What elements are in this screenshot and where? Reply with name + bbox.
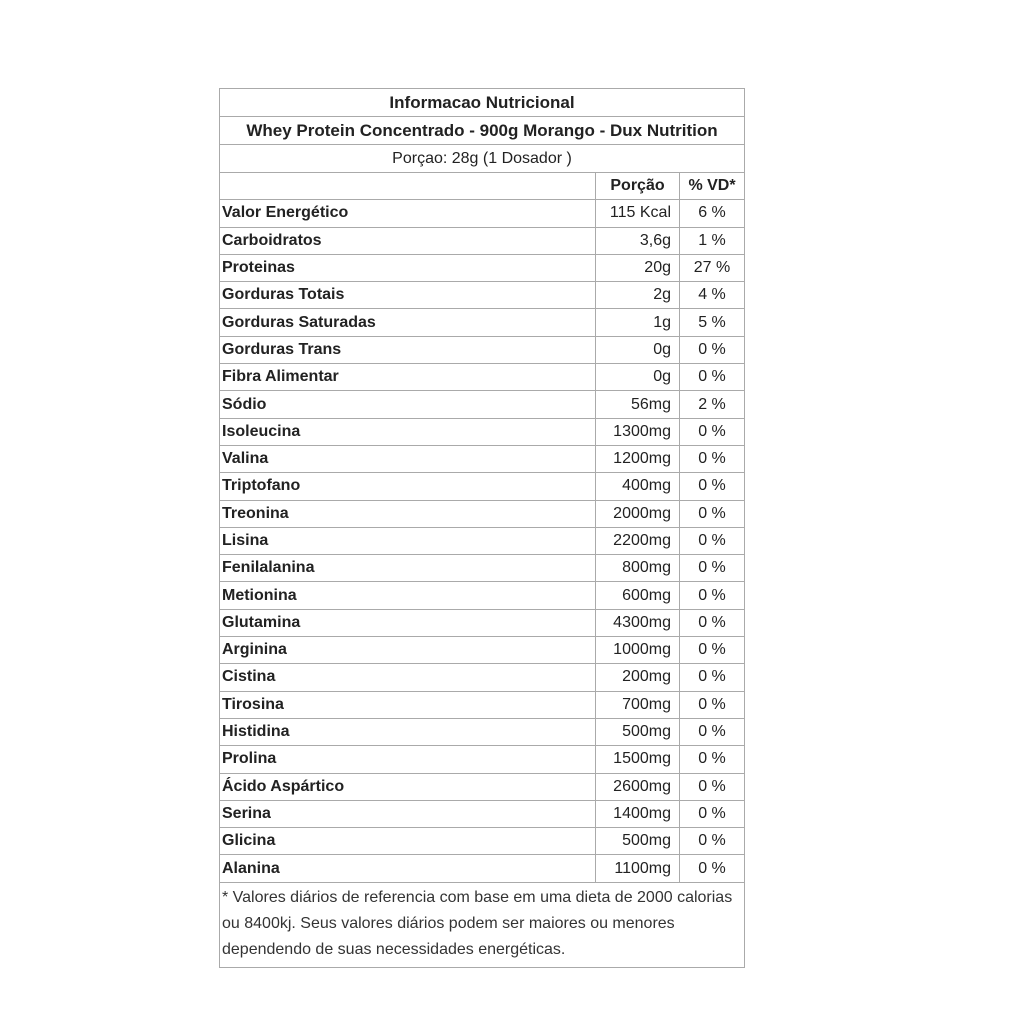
nutrient-portion: 500mg <box>596 828 680 854</box>
nutrient-vd: 0 % <box>698 777 726 795</box>
nutrient-name: Treonina <box>220 501 596 527</box>
table-row <box>220 637 744 664</box>
nutrient-portion: 20g <box>596 255 680 281</box>
table-row <box>220 337 744 364</box>
nutrient-portion: 56mg <box>596 391 680 417</box>
table-row <box>220 692 744 719</box>
nutrient-portion: 1200mg <box>596 446 680 472</box>
nutrient-vd: 0 % <box>698 641 726 659</box>
nutrient-name: Valor Energético <box>220 200 596 226</box>
table-row <box>220 255 744 282</box>
nutrient-name: Glicina <box>220 828 596 854</box>
nutrient-vd: 0 % <box>698 340 726 358</box>
nutrient-vd: 0 % <box>698 804 726 822</box>
nutrient-portion: 700mg <box>596 692 680 718</box>
table-row <box>220 828 744 855</box>
nutrient-rows <box>220 200 744 882</box>
table-row <box>220 610 744 637</box>
nutrient-name: Carboidratos <box>220 228 596 254</box>
nutrient-name: Gorduras Trans <box>220 337 596 363</box>
table-row <box>220 746 744 773</box>
nutrient-name: Gorduras Totais <box>220 282 596 308</box>
serving-size: Porçao: 28g (1 Dosador ) <box>220 145 744 173</box>
header-portion: Porção <box>596 173 680 199</box>
nutrient-portion: 1100mg <box>596 855 680 881</box>
nutrient-vd: 0 % <box>698 668 726 686</box>
table-row <box>220 855 744 882</box>
nutrient-name: Triptofano <box>220 473 596 499</box>
nutrient-name: Fibra Alimentar <box>220 364 596 390</box>
nutrient-portion: 500mg <box>596 719 680 745</box>
nutrient-vd: 4 % <box>698 286 726 304</box>
table-row <box>220 419 744 446</box>
nutrient-name: Ácido Aspártico <box>220 774 596 800</box>
nutrient-name: Isoleucina <box>220 419 596 445</box>
table-row <box>220 555 744 582</box>
nutrient-portion: 115 Kcal <box>596 200 680 226</box>
nutrient-portion: 1500mg <box>596 746 680 772</box>
nutrient-portion: 200mg <box>596 664 680 690</box>
nutrient-portion: 2200mg <box>596 528 680 554</box>
nutrient-portion: 0g <box>596 337 680 363</box>
table-row <box>220 228 744 255</box>
nutrient-portion: 4300mg <box>596 610 680 636</box>
nutrient-vd: 0 % <box>698 723 726 741</box>
nutrient-vd: 0 % <box>698 477 726 495</box>
table-row <box>220 446 744 473</box>
nutrient-vd: 2 % <box>698 395 726 413</box>
nutrient-vd: 1 % <box>698 231 726 249</box>
nutrient-portion: 0g <box>596 364 680 390</box>
nutrient-vd: 0 % <box>698 368 726 386</box>
nutrient-vd: 0 % <box>698 832 726 850</box>
nutrient-vd: 0 % <box>698 695 726 713</box>
nutrient-vd: 0 % <box>698 450 726 468</box>
nutrition-facts-table <box>219 88 745 968</box>
nutrient-name: Histidina <box>220 719 596 745</box>
nutrient-portion: 400mg <box>596 473 680 499</box>
nutrient-portion: 800mg <box>596 555 680 581</box>
nutrient-portion: 600mg <box>596 582 680 608</box>
nutrient-name: Fenilalanina <box>220 555 596 581</box>
nutrient-portion: 1300mg <box>596 419 680 445</box>
product-name: Whey Protein Concentrado - 900g Morango - Dux Nutrition <box>220 117 744 145</box>
nutrient-portion: 1g <box>596 309 680 335</box>
table-row <box>220 501 744 528</box>
nutrient-portion: 1000mg <box>596 637 680 663</box>
table-row <box>220 282 744 309</box>
table-row <box>220 364 744 391</box>
nutrient-vd: 0 % <box>698 750 726 768</box>
nutrient-name: Gorduras Saturadas <box>220 309 596 335</box>
nutrient-name: Arginina <box>220 637 596 663</box>
nutrient-name: Tirosina <box>220 692 596 718</box>
nutrient-portion: 2600mg <box>596 774 680 800</box>
nutrient-vd: 0 % <box>698 559 726 577</box>
nutrient-vd: 5 % <box>698 313 726 331</box>
nutrient-name: Glutamina <box>220 610 596 636</box>
nutrient-name: Alanina <box>220 855 596 881</box>
nutrient-vd: 6 % <box>698 204 726 222</box>
header-vd: % VD* <box>688 177 736 195</box>
nutrient-name: Lisina <box>220 528 596 554</box>
nutrient-name: Proteinas <box>220 255 596 281</box>
header-name <box>220 173 596 199</box>
nutrient-vd: 0 % <box>698 586 726 604</box>
nutrient-name: Serina <box>220 801 596 827</box>
table-header <box>220 173 744 200</box>
table-row <box>220 582 744 609</box>
nutrient-portion: 2g <box>596 282 680 308</box>
table-row <box>220 664 744 691</box>
table-row <box>220 719 744 746</box>
nutrient-vd: 0 % <box>698 504 726 522</box>
table-row <box>220 309 744 336</box>
nutrient-name: Valina <box>220 446 596 472</box>
table-row <box>220 528 744 555</box>
nutrient-vd: 0 % <box>698 532 726 549</box>
nutrient-vd: 0 % <box>698 859 726 877</box>
nutrient-portion: 2000mg <box>596 501 680 527</box>
nutrient-portion: 1400mg <box>596 801 680 827</box>
table-title: Informacao Nutricional <box>220 89 744 117</box>
nutrient-vd: 0 % <box>698 422 726 440</box>
nutrient-portion: 3,6g <box>596 228 680 254</box>
table-row <box>220 473 744 500</box>
nutrient-vd: 27 % <box>693 259 731 277</box>
table-row <box>220 391 744 418</box>
nutrient-vd: 0 % <box>698 613 726 631</box>
table-row <box>220 200 744 227</box>
nutrient-name: Sódio <box>220 391 596 417</box>
footnote: * Valores diários de referencia com base em uma dieta de 2000 calorias ou 8400kj. Seus valores diários podem ser maiores ou menores dependendo de suas necessidades energéticas. <box>222 888 733 958</box>
nutrient-name: Prolina <box>220 746 596 772</box>
table-row <box>220 801 744 828</box>
table-row <box>220 774 744 801</box>
nutrient-name: Cistina <box>220 664 596 690</box>
nutrient-name: Metionina <box>220 582 596 608</box>
